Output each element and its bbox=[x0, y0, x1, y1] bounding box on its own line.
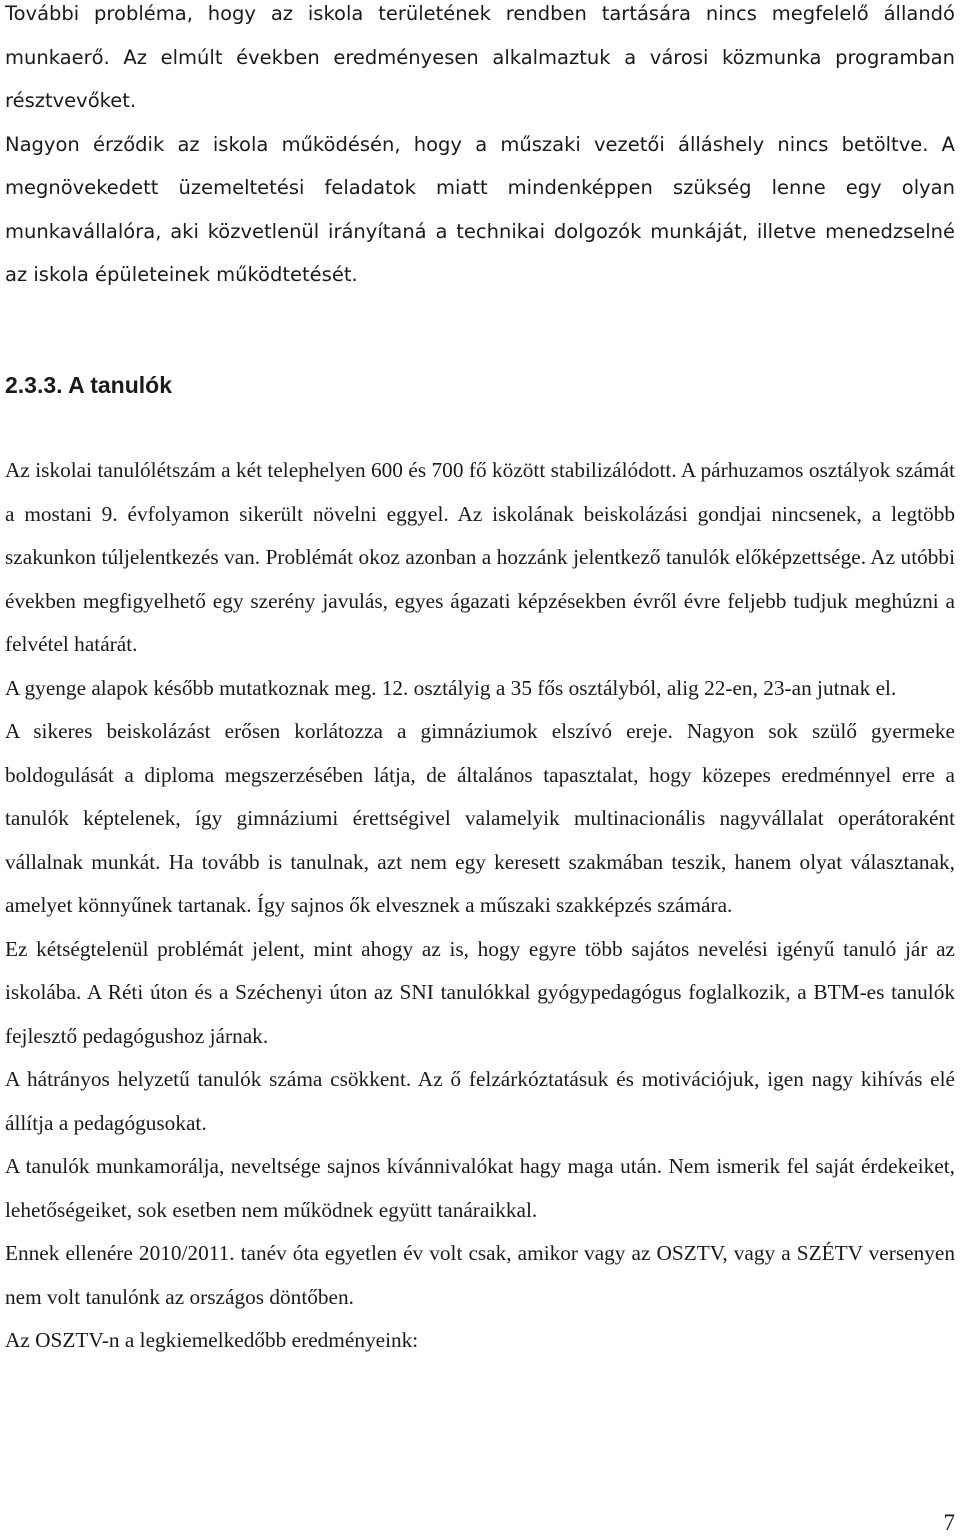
paragraph-weak-foundations: A gyenge alapok később mutatkoznak meg. 12. osztályig a 35 fős osztályból, alig 22-en, 23-an jutnak el. bbox=[5, 675, 897, 700]
section-heading: 2.3.3. A tanulók bbox=[5, 372, 173, 398]
paragraph-work-ethic: A tanulók munkamorálja, neveltsége sajnos kívánnivalókat hagy maga után. Nem ismerik fel saját érdekeiket, lehetőségeiket, sok esetben nem működnek együtt tanáraikkal. bbox=[5, 1154, 955, 1222]
page-number: 7 bbox=[943, 1510, 955, 1535]
paragraph-competitions: Ennek ellenére 2010/2011. tanév óta egyetlen év volt csak, amikor vagy az OSZTV, vagy a SZÉTV versenyen nem volt tanulónk az országos döntőben. bbox=[5, 1241, 955, 1309]
document-page bbox=[5, 0, 955, 1352]
paragraph-enrollment: Az iskolai tanulólétszám a két telephelyen 600 és 700 fő között stabilizálódott. A párhuzamos osztályok számát a mostani 9. évfolyamon sikerült növelni eggyel. Az iskolának beiskolázási gondjai nincsenek, a legtöbb szakunkon túljelentkezés van. Problémát okoz azonban a hozzánk jelentkező tanulók előképzettsége. Az utóbbi években megfigyelhető egy szerény javulás, egyes ágazati képzésekben évről évre feljebb tudjuk meghúzni a felvétel határát. bbox=[5, 458, 955, 656]
intro-text-block bbox=[5, 0, 955, 297]
paragraph-results-intro: Az OSZTV-n a legkiemelkedőbb eredményeink: bbox=[5, 1328, 419, 1352]
paragraph-gymnasium-competition: A sikeres beiskolázást erősen korlátozza a gimnáziumok elszívó ereje. Nagyon sok szülő gyermeke boldogulását a diploma megszerzésében látja, de általános tapasztalat, hogy közepes eredménnyel erre a tanulók képtelenek, így gimnáziumi érettségivel valamelyik multinacionális nagyvállalat operátoraként vállalnak munkát. Ha tovább is tanulnak, azt nem egy keresett szakmában teszik, hanem olyat választanak, amelyet könnyűnek tartanak. Így sajnos ők elvesznek a műszaki szakképzés számára. bbox=[5, 719, 955, 917]
paragraph-technical-lead: Nagyon érződik az iskola működésén, hogy a műszaki vezetői álláshely nincs betöltve. A megnövekedett üzemeltetési feladatok miatt mindenképpen szükség lenne egy olyan munkavállalóra, aki közvetlenül irányítaná a technikai dolgozók munkáját, illetve menedzselné az iskola épületeinek működtetését. bbox=[5, 132, 955, 286]
paragraph-staffing: További probléma, hogy az iskola területének rendben tartására nincs megfelelő állandó munkaerő. Az elmúlt években eredményesen alkalmaztuk a városi közmunka programban résztvevőket. bbox=[5, 2, 955, 112]
students-text-block bbox=[5, 449, 955, 1363]
paragraph-special-needs: Ez kétségtelenül problémát jelent, mint ahogy az is, hogy egyre több sajátos nevelési igényű tanuló jár az iskolába. A Réti úton és a Széchenyi úton az SNI tanulókkal gyógypedagógus foglalkozik, a BTM-es tanulók fejlesztő pedagógushoz járnak. bbox=[5, 936, 955, 1048]
paragraph-disadvantaged: A hátrányos helyzetű tanulók száma csökkent. Az ő felzárkóztatásuk és motivációjuk, igen nagy kihívás elé állítja a pedagógusokat. bbox=[5, 1067, 955, 1135]
